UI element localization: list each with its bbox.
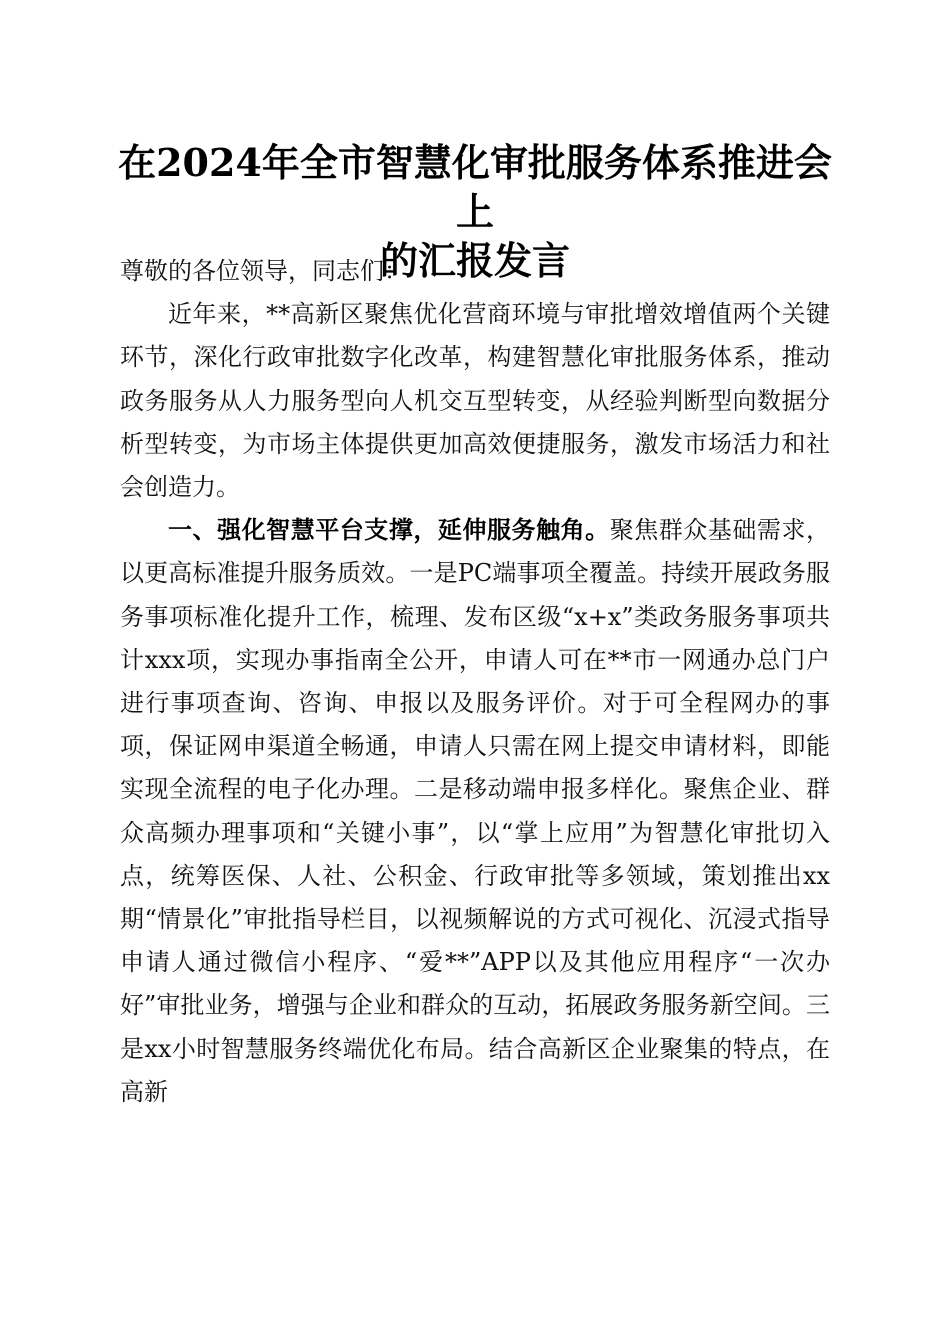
- title-line-2: 的汇报发言: [379, 238, 570, 283]
- section-1-paragraph: [120, 509, 830, 1114]
- section-1-heading: 一、强化智慧平台支撑，延伸服务触角。: [168, 516, 610, 545]
- document-body: [120, 250, 830, 1114]
- title-line-1: 在2024年全市智慧化审批服务体系推进会上: [118, 140, 832, 234]
- intro-paragraph: 近年来，**高新区聚焦优化营商环境与审批增效增值两个关键环节，深化行政审批数字化改革，构建智慧化审批服务体系，推动政务服务从人力服务型向人机交互型转变，从经验判断型向数据分析型转变，为市场主体提供更加高效便捷服务，激发市场活力和社会创造力。: [120, 300, 830, 502]
- section-1-body: 聚焦群众基础需求，以更高标准提升服务质效。一是PC端事项全覆盖。持续开展政务服务事项标准化提升工作，梳理、发布区级“x+x”类政务服务事项共计xxx项，实现办事指南全公开，申请人可在**市一网通办总门户进行事项查询、咨询、申报以及服务评价。对于可全程网办的事项，保证网申渠道全畅通，申请人只需在网上提交申请材料，即能实现全流程的电子化办理。二是移动端申报多样化。聚焦企业、群众高频办理事项和“关键小事”，以“掌上应用”为智慧化审批切入点，统筹医保、人社、公积金、行政审批等多领域，策划推出xx期“情景化”审批指导栏目，以视频解说的方式可视化、沉浸式指导申请人通过微信小程序、“爱**”APP以及其他应用程序“一次办好”审批业务，增强与企业和群众的互动，拓展政务服务新空间。三是xx小时智慧服务终端优化布局。结合高新区企业聚集的特点，在高新: [120, 516, 831, 1106]
- salutation: 尊敬的各位领导，同志们：: [120, 257, 408, 285]
